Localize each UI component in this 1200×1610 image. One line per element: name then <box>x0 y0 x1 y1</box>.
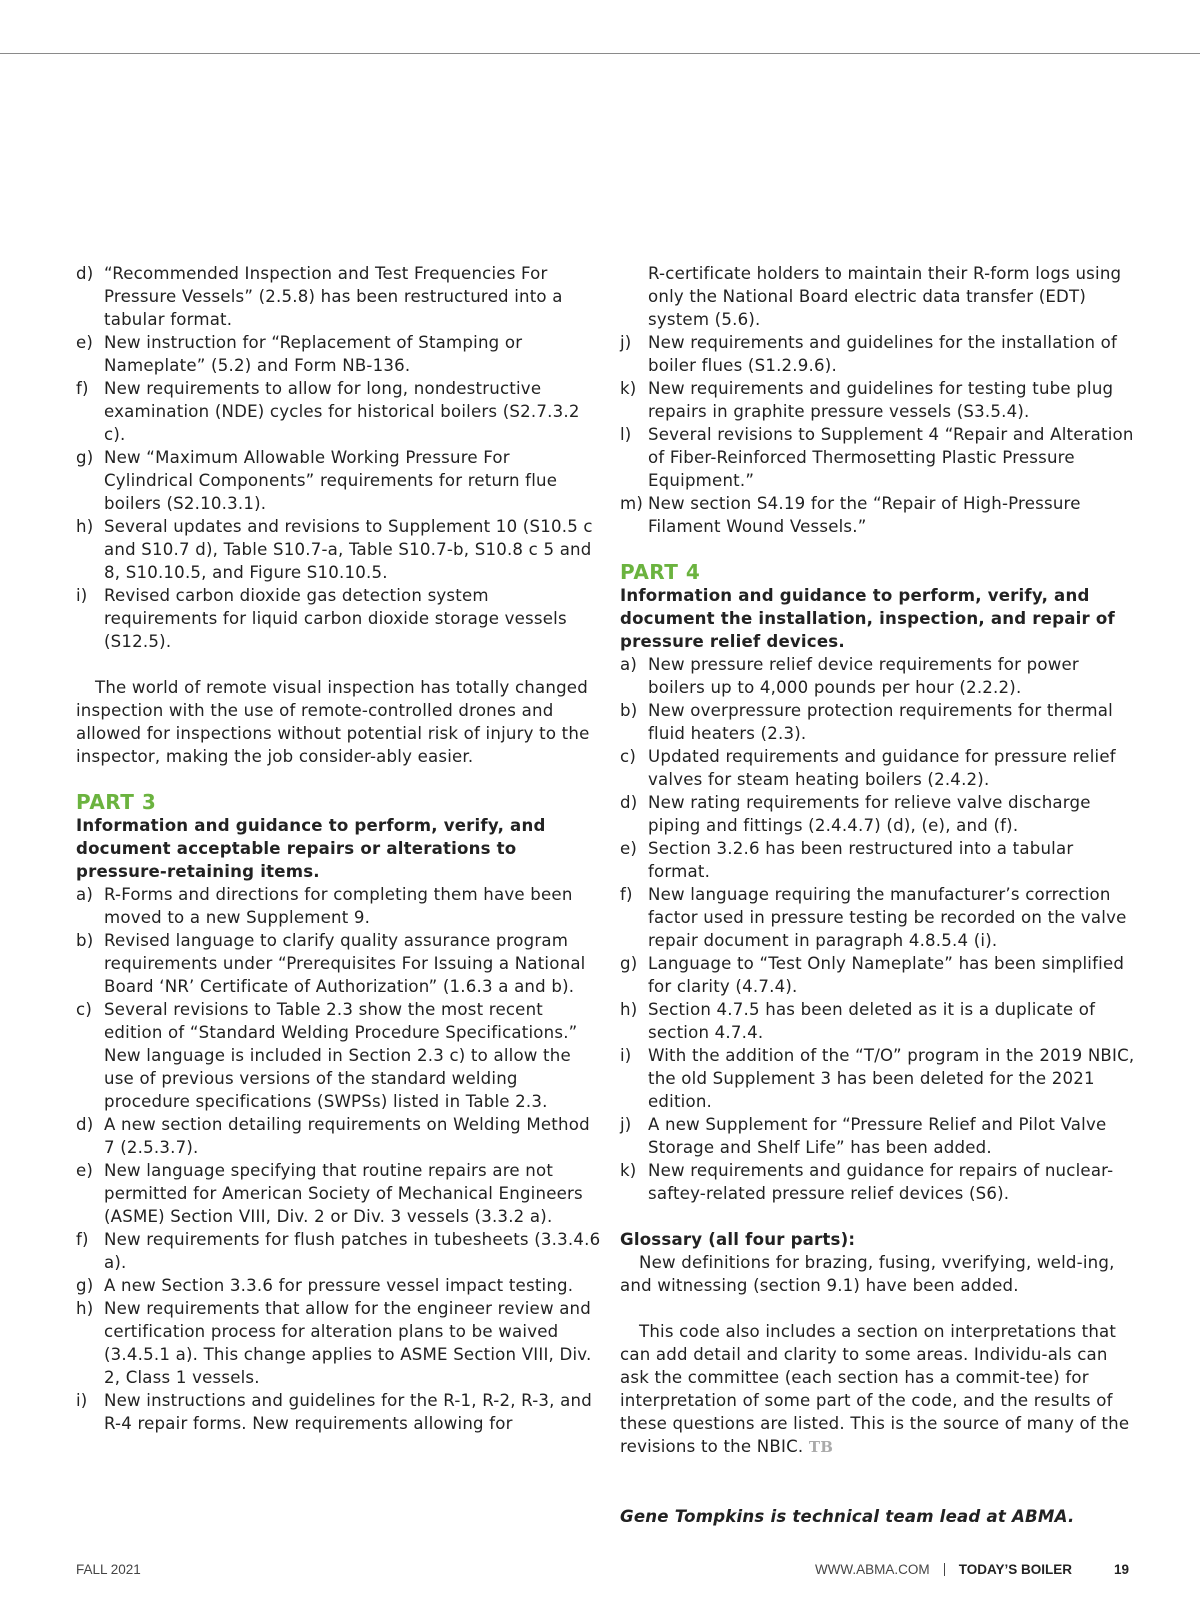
glossary-paragraph: New definitions for brazing, fusing, vverifying, weld-ing, and witnessing (section 9.1) have been added. <box>620 1253 1115 1295</box>
closing-paragraph: This code also includes a section on interpretations that can add detail and clarity to some areas. Individu-als can ask the committee (each section has a commit-tee) for interpretation of some part of the code, and the results of these questions are listed. This is the source of many of the revisions to the NBIC. TB <box>620 1322 1130 1456</box>
footer-issue: FALL 2021 <box>76 1562 141 1577</box>
list-continuation: R-certificate holders to maintain their R-form logs using only the National Board electric data transfer (EDT) system (5.6). <box>648 264 1122 329</box>
glossary-heading: Glossary (all four parts): <box>620 1230 856 1249</box>
list-item: b) Revised language to clarify quality assurance program requirements under “Prerequisites For Issuing a National Board ‘NR’ Certificate of Authorization” (1.6.3 a and b). <box>76 931 586 996</box>
part4-heading: PART 4 <box>620 560 701 584</box>
footer-separator <box>944 1563 945 1576</box>
list-item: g) New “Maximum Allowable Working Pressure For Cylindrical Components” requirements for return flue boilers (S2.10.3.1). <box>76 448 558 513</box>
author-byline: Gene Tompkins is technical team lead at ABMA. <box>620 1507 1075 1526</box>
part2-list <box>76 262 601 653</box>
list-item: e) New language specifying that routine repairs are not permitted for American Society of Mechanical Engineers (ASME) Section VIII, Div. 2 or Div. 3 vessels (3.3.2 a). <box>76 1161 583 1226</box>
footer-magazine: TODAY’S BOILER <box>958 1562 1072 1577</box>
footer-url: WWW.ABMA.COM <box>814 1562 930 1577</box>
list-item: f) New requirements to allow for long, nondestructive examination (NDE) cycles for historical boilers (S2.7.3.2 c). <box>76 379 580 444</box>
list-item: g) Language to “Test Only Nameplate” has been simplified for clarity (4.7.4). <box>620 954 1125 996</box>
list-item: i) New instructions and guidelines for the R-1, R-2, R-3, and R-4 repair forms. New requirements allowing for <box>76 1391 592 1433</box>
list-item: h) New requirements that allow for the engineer review and certification process for alteration plans to be waived (3.4.5.1 a). This change applies to ASME Section VIII, Div. 2, Class 1 vessels. <box>76 1299 592 1387</box>
list-item: e) New instruction for “Replacement of Stamping or Nameplate” (5.2) and Form NB-136. <box>76 333 523 375</box>
list-item: b) New overpressure protection requirements for thermal fluid heaters (2.3). <box>620 701 1113 743</box>
list-item: e) Section 3.2.6 has been restructured into a tabular format. <box>620 839 1074 881</box>
list-item: j) New requirements and guidelines for the installation of boiler flues (S1.2.9.6). <box>620 333 1118 375</box>
list-item: k) New requirements and guidance for repairs of nuclear-saftey-related pressure relief devices (S6). <box>620 1161 1114 1203</box>
part4-subheading: Information and guidance to perform, verify, and document the installation, inspection, and repair of pressure relief devices. <box>620 586 1115 651</box>
part3-subheading: Information and guidance to perform, verify, and document acceptable repairs or alterations to pressure-retaining items. <box>76 816 546 881</box>
list-item: h) Section 4.7.5 has been deleted as it is a duplicate of section 4.7.4. <box>620 1000 1096 1042</box>
list-item: i) Revised carbon dioxide gas detection system requirements for liquid carbon dioxide storage vessels (S12.5). <box>76 586 567 651</box>
part4-list <box>620 653 1135 1205</box>
list-item: h) Several updates and revisions to Supplement 10 (S10.5 c and S10.7 d), Table S10.7-a, Table S10.7-b, S10.8 c 5 and 8, S10.10.5, and Figure S10.10.5. <box>76 517 593 582</box>
list-item: m) New section S4.19 for the “Repair of High-Pressure Filament Wound Vessels.” <box>620 494 1081 536</box>
list-item: k) New requirements and guidelines for testing tube plug repairs in graphite pressure vessels (S3.5.4). <box>620 379 1114 421</box>
list-item: f) New requirements for flush patches in tubesheets (3.3.4.6 a). <box>76 1230 601 1272</box>
left-column <box>76 262 601 1435</box>
part3-list-continued <box>620 331 1135 538</box>
list-item: c) Several revisions to Table 2.3 show the most recent edition of “Standard Welding Procedure Specifications.” New language is included in Section 2.3 c) to allow the use of previous versions of the standard welding procedure specifications (SWPSs) listed in Table 2.3. <box>76 1000 578 1111</box>
list-item: a) New pressure relief device requirements for power boilers up to 4,000 pounds per hour (2.2.2). <box>620 655 1079 697</box>
part3-list <box>76 883 601 1435</box>
end-mark: TB <box>808 1438 834 1456</box>
list-item: f) New language requiring the manufacturer’s correction factor used in pressure testing be recorded on the valve repair document in paragraph 4.8.5.4 (i). <box>620 885 1127 950</box>
list-item: l) Several revisions to Supplement 4 “Repair and Alteration of Fiber-Reinforced Thermosetting Plastic Pressure Equipment.” <box>620 425 1134 490</box>
list-item: c) Updated requirements and guidance for pressure relief valves for steam heating boilers (2.4.2). <box>620 747 1116 789</box>
list-item: g) A new Section 3.3.6 for pressure vessel impact testing. <box>76 1276 574 1295</box>
list-item: d) New rating requirements for relieve valve discharge piping and fittings (2.4.4.7) (d), (e), and (f). <box>620 793 1091 835</box>
list-item: d) “Recommended Inspection and Test Frequencies For Pressure Vessels” (2.5.8) has been restructured into a tabular format. <box>76 264 563 329</box>
part3-heading: PART 3 <box>76 790 157 814</box>
list-item: j) A new Supplement for “Pressure Relief and Pilot Valve Storage and Shelf Life” has been added. <box>620 1115 1107 1157</box>
right-column <box>620 262 1135 1528</box>
page-number: 19 <box>1113 1562 1129 1577</box>
footer-right <box>815 1562 1129 1577</box>
list-item: d) A new section detailing requirements on Welding Method 7 (2.5.3.7). <box>76 1115 590 1157</box>
top-rule <box>0 53 1200 54</box>
list-item: i) With the addition of the “T/O” program in the 2019 NBIC, the old Supplement 3 has been deleted for the 2021 edition. <box>620 1046 1135 1111</box>
list-item: a) R-Forms and directions for completing them have been moved to a new Supplement 9. <box>76 885 573 927</box>
remote-inspection-paragraph: The world of remote visual inspection has totally changed inspection with the use of remote-controlled drones and allowed for inspections without potential risk of injury to the inspector, making the job consider-ably easier. <box>76 678 590 766</box>
